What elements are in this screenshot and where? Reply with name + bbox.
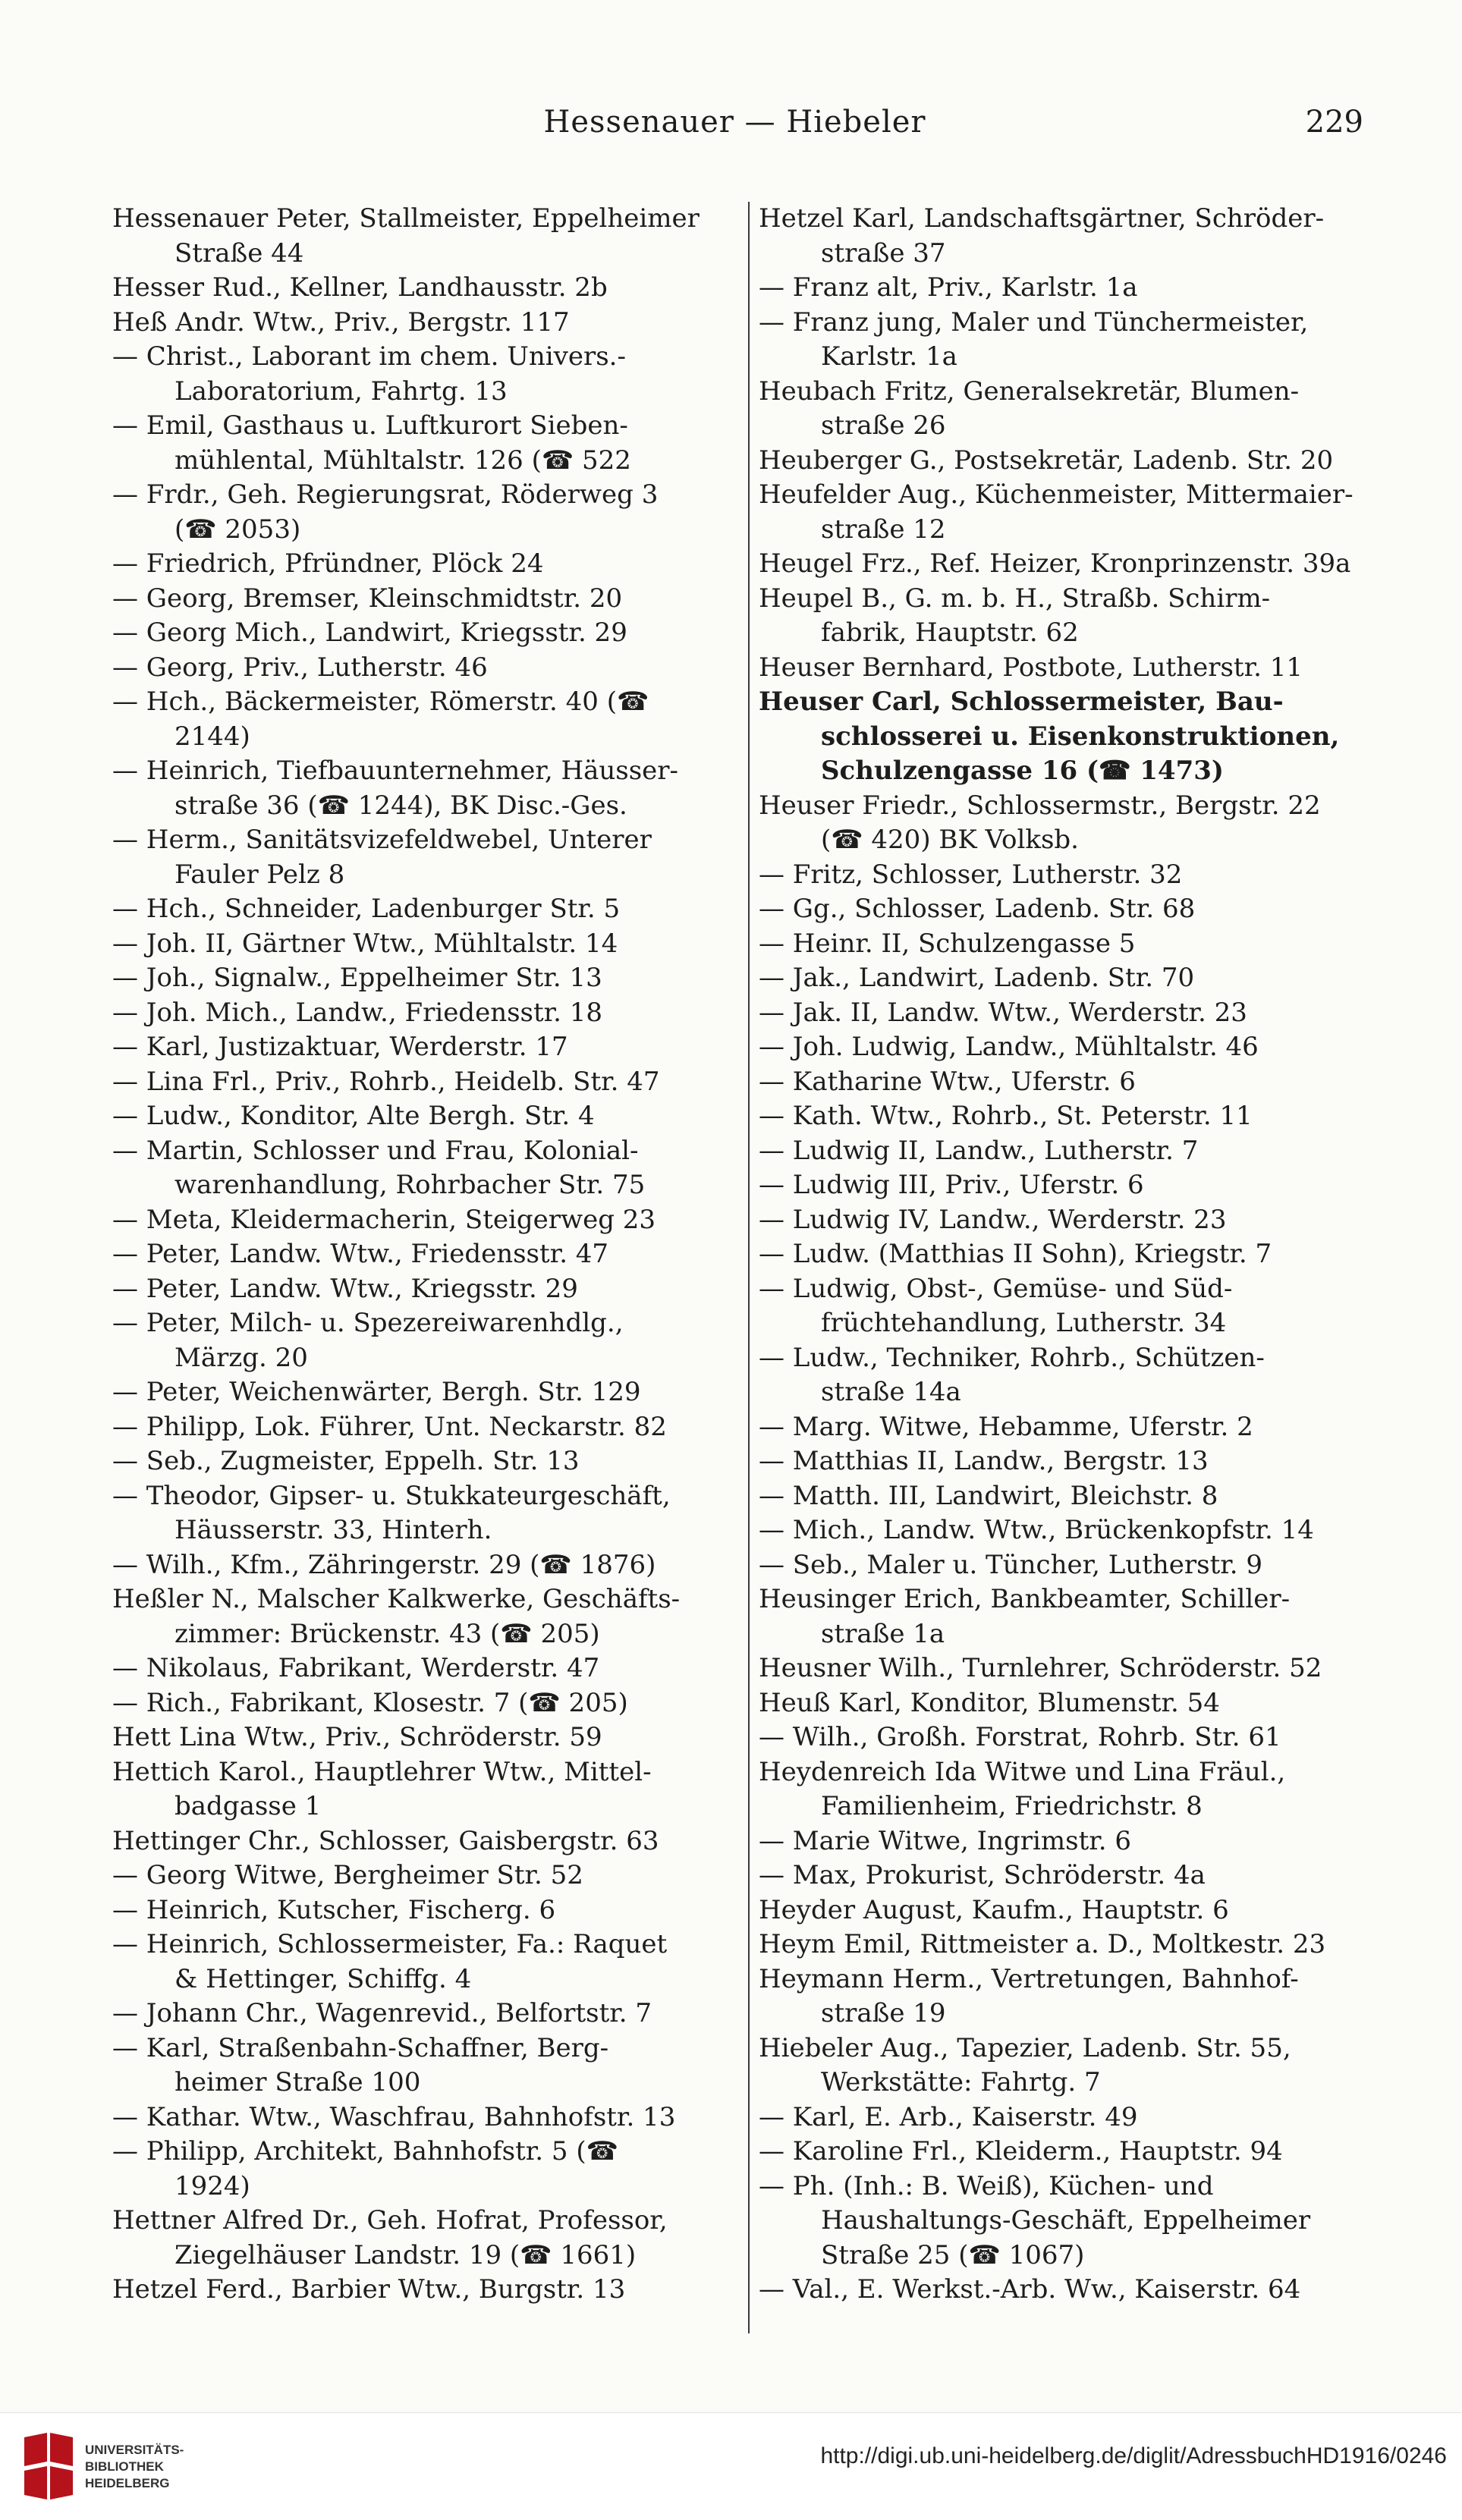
directory-entry-line: — Georg, Priv., Lutherstr. 46 [112,652,488,683]
directory-entry-line: — Marg. Witwe, Hebamme, Uferstr. 2 [759,1411,1253,1442]
entry-continuation-line: Häusserstr. 33, Hinterh. [174,1515,492,1545]
directory-entry-line: — Johann Chr., Wagenrevid., Belfortstr. 7 [112,1998,652,2028]
directory-entry-line: — Wilh., Großh. Forstrat, Rohrb. Str. 61 [759,1722,1281,1752]
directory-entry-line: — Peter, Landw. Wtw., Friedensstr. 47 [112,1239,609,1269]
directory-entry-line: — Jak., Landwirt, Ladenb. Str. 70 [759,963,1195,993]
directory-entry-line: Hettinger Chr., Schlosser, Gaisbergstr. 63 [112,1825,659,1856]
directory-entry-line: Hettich Karol., Hauptlehrer Wtw., Mittel- [112,1756,652,1787]
library-logo[interactable] [17,2431,184,2504]
entry-continuation-line: (☎ 420) BK Volksb. [821,825,1079,855]
directory-entry-line: — Georg, Bremser, Kleinschmidtstr. 20 [112,583,623,614]
directory-entry-line: Hetzel Ferd., Barbier Wtw., Burgstr. 13 [112,2274,626,2305]
footer [0,2412,1462,2520]
directory-entry-line: Heupel B., G. m. b. H., Straßb. Schirm- [759,583,1271,614]
directory-entry-line: — Theodor, Gipser- u. Stukkateurgeschäft, [112,1480,671,1511]
directory-entry-line: — Seb., Zugmeister, Eppelh. Str. 13 [112,1446,580,1476]
directory-entry-line: — Fritz, Schlosser, Lutherstr. 32 [759,859,1183,890]
column-divider [748,202,750,2333]
directory-entry-line: — Hch., Bäckermeister, Römerstr. 40 (☎ [112,687,649,717]
directory-entry-line: — Franz alt, Priv., Karlstr. 1a [759,272,1138,303]
right-column [759,202,1388,2333]
directory-entry-line: — Ludwig IV, Landw., Werderstr. 23 [759,1204,1227,1235]
entry-continuation-line: fabrik, Hauptstr. 62 [821,617,1079,648]
directory-entry-line: Heydenreich Ida Witwe und Lina Fräul., [759,1756,1286,1787]
entry-continuation-line: Ziegelhäuser Landstr. 19 (☎ 1661) [174,2239,637,2270]
directory-entry-line: Heym Emil, Rittmeister a. D., Moltkestr. 23 [759,1929,1326,1959]
directory-entry-line: Heymann Herm., Vertretungen, Bahnhof- [759,1963,1299,1994]
directory-entry-line: — Frdr., Geh. Regierungsrat, Röderweg 3 [112,479,659,510]
entry-continuation-line: Haushaltungs-Geschäft, Eppelheimer [821,2205,1311,2236]
directory-entry-line: Heugel Frz., Ref. Heizer, Kronprinzenstr. 39a [759,548,1351,579]
directory-entry-line: — Karl, Justizaktuar, Werderstr. 17 [112,1032,568,1062]
source-url-link[interactable]: http://digi.ub.uni-heidelberg.de/diglit/AdressbuchHD1916/0246 [820,2443,1447,2468]
entry-continuation-line: Werkstätte: Fahrtg. 7 [821,2067,1101,2097]
directory-entry-line: — Karoline Frl., Kleiderm., Hauptstr. 94 [759,2136,1283,2167]
directory-entry-line: Hesser Rud., Kellner, Landhausstr. 2b [112,272,608,303]
directory-entry-line: — Ludw., Konditor, Alte Bergh. Str. 4 [112,1101,595,1131]
directory-entry-line: Heuberger G., Postsekretär, Ladenb. Str. 20 [759,445,1334,476]
directory-entry-line: — Georg Witwe, Bergheimer Str. 52 [112,1860,583,1890]
directory-entry-line: — Heinrich, Kutscher, Fischerg. 6 [112,1894,556,1925]
directory-entry-line: — Emil, Gasthaus u. Luftkurort Sieben- [112,410,628,441]
directory-entry-line: Hett Lina Wtw., Priv., Schröderstr. 59 [112,1722,602,1752]
directory-entry-line: — Gg., Schlosser, Ladenb. Str. 68 [759,894,1196,924]
directory-entry-line: — Kathar. Wtw., Waschfrau, Bahnhofstr. 13 [112,2101,676,2132]
directory-entry-line: — Matth. III, Landwirt, Bleichstr. 8 [759,1480,1218,1511]
directory-columns [112,202,1375,2333]
directory-entry-line: — Franz jung, Maler und Tünchermeister, [759,306,1309,338]
directory-entry-line: Heuser Friedr., Schlossermstr., Bergstr. 22 [759,790,1321,821]
directory-entry-line: Heuser Bernhard, Postbote, Lutherstr. 11 [759,652,1303,683]
directory-entry-line: — Ludw., Techniker, Rohrb., Schützen- [759,1342,1265,1373]
directory-entry-line: — Peter, Weichenwärter, Bergh. Str. 129 [112,1377,641,1407]
entry-continuation-line: straße 19 [821,1998,946,2028]
entry-continuation-line: zimmer: Brückenstr. 43 (☎ 205) [174,1618,600,1649]
entry-continuation-line: Laboratorium, Fahrtg. 13 [174,375,508,407]
directory-entry-line: — Peter, Landw. Wtw., Kriegsstr. 29 [112,1273,578,1304]
entry-continuation-line: 1924) [174,2170,250,2201]
directory-entry-line: Hettner Alfred Dr., Geh. Hofrat, Professor, [112,2205,668,2236]
entry-continuation-line: 2144) [174,721,250,752]
directory-entry-line: Heyder August, Kaufm., Hauptstr. 6 [759,1894,1229,1925]
entry-continuation-line: heimer Straße 100 [174,2067,421,2097]
directory-entry-line: — Heinrich, Schlossermeister, Fa.: Raquet [112,1929,668,1959]
directory-entry-line: — Martin, Schlosser und Frau, Kolonial- [112,1135,639,1166]
directory-entry-line: — Kath. Wtw., Rohrb., St. Peterstr. 11 [759,1101,1253,1131]
directory-entry-line: Heuß Karl, Konditor, Blumenstr. 54 [759,1687,1220,1718]
directory-entry-line: — Karl, Straßenbahn-Schaffner, Berg- [112,2032,609,2063]
directory-entry-line: — Ludwig, Obst-, Gemüse- und Süd- [759,1273,1233,1304]
directory-entry-line: — Christ., Laborant im chem. Univers.- [112,341,626,372]
directory-entry-line: — Katharine Wtw., Uferstr. 6 [759,1066,1136,1097]
page-number: 229 [1305,105,1363,140]
entry-continuation-line: mühlental, Mühltalstr. 126 (☎ 522 [174,445,631,476]
left-column [112,202,742,2333]
directory-entry-line: Heßler N., Malscher Kalkwerke, Geschäfts- [112,1584,681,1614]
directory-entry-line: Heuser Carl, Schlossermeister, Bau- [759,687,1284,717]
directory-entry-line: — Herm., Sanitätsvizefeldwebel, Unterer [112,825,652,855]
entry-continuation-line: (☎ 2053) [174,514,301,545]
entry-continuation-line: Schulzengasse 16 (☎ 1473) [821,756,1224,786]
entry-continuation-line: straße 36 (☎ 1244), BK Disc.-Ges. [174,790,627,821]
directory-entry-line: — Lina Frl., Priv., Rohrb., Heidelb. Str. 47 [112,1066,660,1097]
directory-entry-line: — Peter, Milch- u. Spezereiwarenhdlg., [112,1308,624,1338]
directory-entry-line: — Georg Mich., Landwirt, Kriegsstr. 29 [112,617,627,648]
entry-continuation-line: straße 12 [821,514,946,545]
directory-entry-line: Heufelder Aug., Küchenmeister, Mittermaier- [759,479,1354,510]
library-name [85,2442,184,2492]
entry-continuation-line: Familienheim, Friedrichstr. 8 [821,1791,1203,1821]
entry-continuation-line: badgasse 1 [174,1791,322,1821]
directory-entry-line: Heubach Fritz, Generalsekretär, Blumen- [759,375,1300,407]
directory-entry-line: Heß Andr. Wtw., Priv., Bergstr. 117 [112,306,570,338]
entry-continuation-line: warenhandlung, Rohrbacher Str. 75 [174,1170,646,1200]
directory-entry-line: Heusinger Erich, Bankbeamter, Schiller- [759,1584,1291,1614]
entry-continuation-line: Karlstr. 1a [821,341,957,372]
entry-continuation-line: & Hettinger, Schiffg. 4 [174,1963,472,1994]
directory-entry-line: — Philipp, Architekt, Bahnhofstr. 5 (☎ [112,2136,618,2167]
entry-continuation-line: Straße 44 [174,237,304,269]
directory-entry-line: — Ludwig II, Landw., Lutherstr. 7 [759,1135,1199,1166]
directory-entry-line: — Meta, Kleidermacherin, Steigerweg 23 [112,1204,656,1235]
directory-entry-line: — Ludw. (Matthias II Sohn), Kriegstr. 7 [759,1239,1272,1269]
entry-continuation-line: schlosserei u. Eisenkonstruktionen, [821,721,1340,752]
directory-entry-line: — Mich., Landw. Wtw., Brückenkopfstr. 14 [759,1515,1314,1545]
entry-continuation-line: straße 26 [821,410,946,441]
directory-entry-line: — Joh., Signalw., Eppelheimer Str. 13 [112,963,602,993]
directory-entry-line: — Max, Prokurist, Schröderstr. 4a [759,1860,1206,1890]
directory-entry-line: — Jak. II, Landw. Wtw., Werderstr. 23 [759,997,1247,1028]
directory-entry-line: — Ph. (Inh.: B. Weiß), Küchen- und [759,2170,1214,2201]
library-name-line: HEIDELBERG [85,2476,170,2490]
directory-entry-line: Hessenauer Peter, Stallmeister, Eppelheimer [112,203,700,234]
library-seal-icon [17,2431,80,2504]
directory-entry-line: — Friedrich, Pfründner, Plöck 24 [112,548,544,579]
page-header [106,105,1363,150]
library-name-line: BIBLIOTHEK [85,2459,164,2474]
directory-entry-line: Heusner Wilh., Turnlehrer, Schröderstr. 52 [759,1653,1322,1683]
directory-entry-line: — Karl, E. Arb., Kaiserstr. 49 [759,2101,1138,2132]
directory-entry-line: — Hch., Schneider, Ladenburger Str. 5 [112,894,621,924]
directory-entry-line: — Matthias II, Landw., Bergstr. 13 [759,1446,1209,1476]
directory-entry-line: Hetzel Karl, Landschaftsgärtner, Schröder- [759,203,1325,234]
directory-entry-line: — Heinr. II, Schulzengasse 5 [759,928,1136,959]
directory-entry-line: — Joh. Ludwig, Landw., Mühltalstr. 46 [759,1032,1259,1062]
entry-continuation-line: Märzg. 20 [174,1342,308,1373]
directory-entry-line: Hiebeler Aug., Tapezier, Ladenb. Str. 55, [759,2032,1291,2063]
directory-entry-line: — Heinrich, Tiefbauunternehmer, Häusser- [112,756,679,786]
directory-entry-line: — Rich., Fabrikant, Klosestr. 7 (☎ 205) [112,1687,628,1718]
directory-entry-line: — Joh. Mich., Landw., Friedensstr. 18 [112,997,603,1028]
entry-continuation-line: straße 14a [821,1377,961,1407]
entry-continuation-line: früchtehandlung, Lutherstr. 34 [821,1308,1227,1338]
directory-entry-line: — Nikolaus, Fabrikant, Werderstr. 47 [112,1653,600,1683]
directory-entry-line: — Wilh., Kfm., Zähringerstr. 29 (☎ 1876) [112,1549,656,1580]
directory-entry-line: — Marie Witwe, Ingrimstr. 6 [759,1825,1132,1856]
directory-entry-line: — Seb., Maler u. Tüncher, Lutherstr. 9 [759,1549,1263,1580]
running-head: Hessenauer — Hiebeler [543,105,926,140]
entry-continuation-line: straße 37 [821,237,946,269]
entry-continuation-line: Straße 25 (☎ 1067) [821,2239,1085,2270]
directory-entry-line: — Ludwig III, Priv., Uferstr. 6 [759,1170,1144,1200]
library-name-line: UNIVERSITÄTS- [85,2443,184,2457]
entry-continuation-line: straße 1a [821,1618,945,1649]
directory-entry-line: — Val., E. Werkst.-Arb. Ww., Kaiserstr. 64 [759,2274,1301,2305]
entry-continuation-line: Fauler Pelz 8 [174,859,345,890]
directory-entry-line: — Philipp, Lok. Führer, Unt. Neckarstr. 82 [112,1411,667,1442]
directory-entry-line: — Joh. II, Gärtner Wtw., Mühltalstr. 14 [112,928,618,959]
